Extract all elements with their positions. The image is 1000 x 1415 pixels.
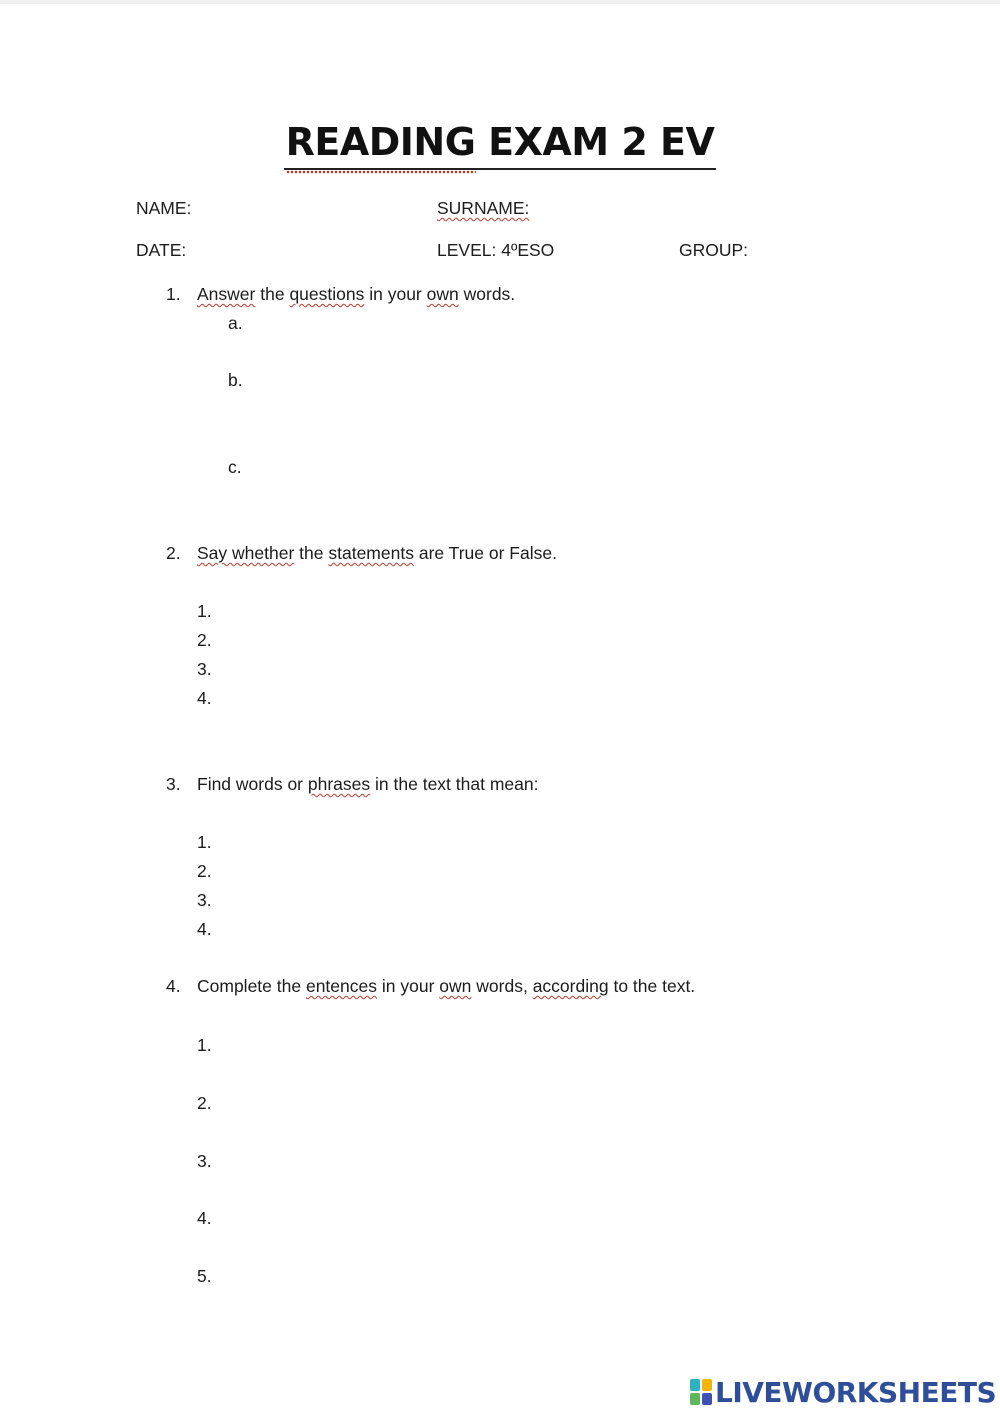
section-2-item-2: 2. [197,630,212,650]
section-1-number: 1. [166,284,181,304]
section-4-item-2: 2. [197,1093,212,1113]
section-2-item-3: 3. [197,659,212,679]
logo-tile-3 [690,1393,700,1405]
section-2-instruction: 2. Say whether the statements are True or False. [166,543,557,563]
section-1-instruction: 1. Answer the questions in your own words. [166,284,516,304]
liveworksheets-logo [690,1372,996,1412]
liveworksheets-brand-text: LIVEWORKSHEETS [715,1375,997,1409]
exam-title-underline [284,120,717,170]
section-3-item-3: 3. [197,890,212,910]
name-label: NAME: [136,198,192,218]
section-2-item-1: 1. [197,601,212,621]
section-3-item-4: 4. [197,919,212,939]
section-4-instruction: 4. Complete the entences in your own words, according to the text. [166,976,696,996]
section-1-item-c: c. [228,457,242,477]
liveworksheets-logo-icon [690,1379,712,1405]
level-label: LEVEL: 4ºESO [437,240,555,260]
section-4-number: 4. [166,976,181,996]
surname-label: SURNAME: [437,198,530,218]
spellcheck-mark [286,170,476,174]
section-3-item-1: 1. [197,832,212,852]
section-2-item-4: 4. [197,688,212,708]
section-1-item-a: a. [228,313,243,333]
exam-title-row [0,120,1000,170]
logo-tile-4 [702,1393,712,1405]
group-label: GROUP: [679,240,749,260]
section-4-item-1: 1. [197,1035,212,1055]
section-4-item-3: 3. [197,1151,212,1171]
section-3-number: 3. [166,774,181,794]
section-4-item-4: 4. [197,1208,212,1228]
logo-tile-1 [690,1379,700,1391]
section-1-item-b: b. [228,370,243,390]
logo-tile-2 [702,1379,712,1391]
date-label: DATE: [136,240,187,260]
section-4-item-5: 5. [197,1266,212,1286]
section-3-instruction: 3. Find words or phrases in the text that mean: [166,774,539,794]
section-2-number: 2. [166,543,181,563]
exam-title: READING EXAM 2 EV [285,120,715,164]
section-3-item-2: 2. [197,861,212,881]
page-top-edge [0,0,1000,4]
